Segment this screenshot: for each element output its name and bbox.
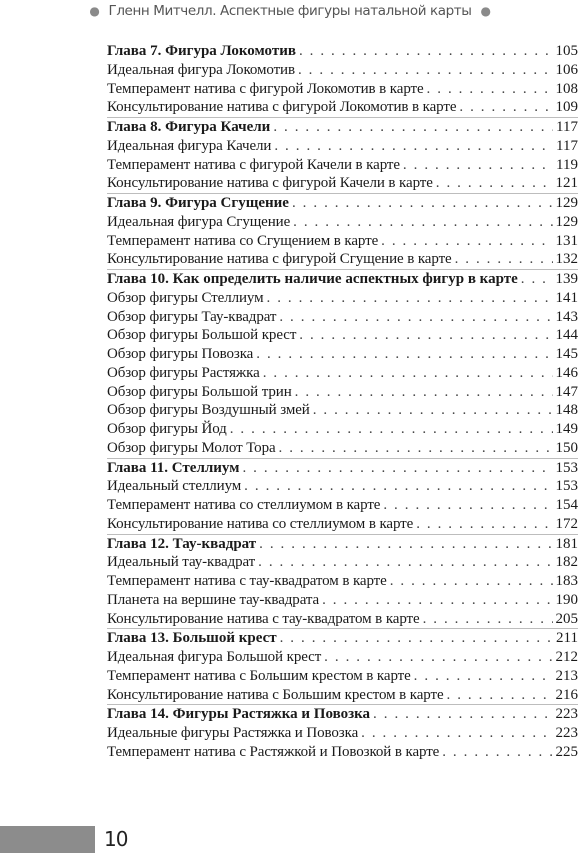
toc-entry-page-number: 172 — [555, 515, 578, 532]
dot-leader — [244, 477, 552, 496]
toc-section-entry[interactable] — [107, 686, 578, 705]
toc-section-entry[interactable] — [107, 724, 578, 743]
toc-entry-page-number: 109 — [555, 99, 578, 116]
toc-entry-page-number: 147 — [555, 383, 578, 400]
dot-leader — [423, 610, 553, 629]
dot-leader — [381, 232, 552, 251]
toc-entry-page-number: 141 — [555, 289, 578, 306]
dot-leader — [258, 553, 552, 572]
dot-leader — [521, 270, 553, 289]
toc-entry-page-number: 132 — [555, 251, 578, 268]
toc-chapter-entry[interactable] — [107, 42, 578, 61]
toc-entry-page-number: 223 — [555, 706, 578, 723]
dot-leader — [324, 648, 552, 667]
toc-entry-page-number: 181 — [555, 535, 578, 552]
toc-entry-page-number: 149 — [555, 421, 578, 437]
toc-chapter-entry[interactable] — [107, 117, 578, 137]
toc-entry-page-number: 105 — [555, 43, 578, 59]
toc-entry-title: Обзор фигуры Воздушный змей — [107, 402, 310, 419]
dot-leader — [383, 496, 552, 515]
dot-leader — [459, 98, 552, 117]
dot-leader — [242, 459, 552, 478]
toc-entry-page-number: 108 — [555, 80, 578, 97]
toc-entry-page-number: 129 — [555, 213, 578, 230]
toc-section-entry[interactable] — [107, 572, 578, 591]
toc-entry-title: Обзор фигуры Молот Тора — [107, 439, 276, 456]
toc-section-entry[interactable] — [107, 553, 578, 572]
toc-entry-title: Обзор фигуры Стеллиум — [107, 289, 264, 306]
toc-entry-title: Идеальные фигуры Растяжка и Повозка — [107, 725, 359, 741]
toc-entry-page-number: 153 — [555, 459, 578, 476]
toc-entry-page-number: 212 — [555, 649, 578, 665]
toc-entry-page-number: 131 — [555, 232, 578, 249]
toc-entry-title: Глава 12. Тау-квадрат — [107, 535, 257, 552]
table-of-contents — [107, 42, 578, 762]
dot-leader — [263, 364, 553, 383]
dot-leader — [279, 308, 552, 327]
dot-leader — [230, 420, 553, 439]
toc-entry-title: Консультирование натива с тау-квадратом в карте — [107, 610, 420, 627]
dot-leader — [292, 194, 553, 213]
dot-leader — [442, 743, 552, 762]
toc-section-entry[interactable] — [107, 477, 578, 496]
toc-section-entry[interactable] — [107, 308, 578, 327]
toc-entry-page-number: 129 — [555, 195, 578, 211]
toc-section-entry[interactable] — [107, 289, 578, 308]
dot-leader — [259, 535, 552, 554]
dot-leader — [298, 61, 553, 80]
toc-section-entry[interactable] — [107, 80, 578, 99]
toc-entry-title: Темперамент натива с Растяжкой и Повозкой в карте — [107, 743, 440, 760]
toc-entry-title: Идеальная фигура Сгущение — [107, 213, 291, 230]
dot-leader — [267, 289, 553, 308]
toc-entry-page-number: 154 — [555, 497, 578, 513]
toc-entry-page-number: 223 — [555, 725, 578, 741]
toc-entry-title: Темперамент натива со Сгущением в карте — [107, 232, 379, 249]
running-header — [0, 0, 580, 22]
toc-entry-title: Темперамент натива с фигурой Качели в карте — [107, 156, 400, 173]
toc-entry-title: Идеальная фигура Большой крест — [107, 649, 322, 665]
dot-leader — [427, 80, 553, 99]
dot-leader — [280, 629, 553, 648]
dot-leader — [256, 345, 552, 364]
toc-entry-page-number: 153 — [555, 478, 578, 495]
dot-leader — [299, 42, 553, 61]
dot-leader — [299, 326, 552, 345]
toc-entry-title: Планета на вершине тау-квадрата — [107, 591, 320, 608]
toc-entry-title: Обзор фигуры Большой трин — [107, 383, 292, 400]
dot-leader — [390, 572, 553, 591]
toc-entry-page-number: 190 — [555, 591, 578, 608]
toc-entry-page-number: 211 — [556, 630, 578, 647]
toc-entry-title: Обзор фигуры Тау-квадрат — [107, 308, 277, 325]
toc-entry-page-number: 148 — [555, 402, 578, 419]
toc-entry-page-number: 205 — [555, 610, 578, 627]
toc-entry-title: Идеальная фигура Локомотив — [107, 61, 295, 78]
toc-entry-title: Темперамент натива с Большим крестом в карте — [107, 667, 411, 684]
toc-entry-page-number: 106 — [555, 61, 578, 78]
dot-leader — [455, 250, 553, 269]
toc-entry-page-number: 213 — [555, 667, 578, 684]
dot-leader — [414, 667, 553, 686]
toc-section-entry[interactable] — [107, 496, 578, 515]
toc-entry-title: Консультирование натива с Большим крестом в карте — [107, 686, 444, 703]
running-header-title: Гленн Митчелл. Аспектные фигуры натальной карты — [108, 3, 472, 19]
toc-entry-title: Темперамент натива со стеллиумом в карте — [107, 497, 381, 513]
toc-section-entry[interactable] — [107, 98, 578, 117]
dot-leader — [373, 705, 552, 724]
dot-leader — [279, 439, 553, 458]
dot-leader — [322, 591, 552, 610]
toc-entry-page-number: 145 — [555, 346, 578, 362]
toc-entry-title: Идеальный стеллиум — [107, 478, 242, 495]
bullet-icon: ● — [480, 4, 491, 18]
toc-section-entry[interactable] — [107, 591, 578, 610]
toc-section-entry[interactable] — [107, 667, 578, 686]
toc-section-entry[interactable] — [107, 61, 578, 80]
toc-section-entry[interactable] — [107, 610, 578, 629]
dot-leader — [361, 724, 552, 743]
toc-entry-page-number: 183 — [555, 573, 578, 589]
toc-section-entry[interactable] — [107, 250, 578, 269]
toc-entry-page-number: 143 — [555, 308, 578, 325]
toc-entry-title: Консультирование натива со стеллиумом в карте — [107, 515, 414, 532]
toc-section-entry[interactable] — [107, 137, 578, 156]
toc-section-entry[interactable] — [107, 174, 578, 193]
bullet-icon: ● — [89, 4, 100, 18]
toc-section-entry[interactable] — [107, 743, 578, 762]
toc-entry-page-number: 216 — [555, 686, 578, 703]
toc-entry-title: Консультирование натива с фигурой Качели в карте — [107, 175, 433, 192]
toc-section-entry[interactable] — [107, 213, 578, 232]
toc-entry-title: Консультирование натива с фигурой Сгущение в карте — [107, 251, 452, 268]
toc-section-entry[interactable] — [107, 420, 578, 439]
toc-section-entry[interactable] — [107, 326, 578, 345]
toc-entry-page-number: 150 — [555, 439, 578, 456]
dot-leader — [403, 156, 553, 175]
toc-entry-page-number: 119 — [556, 156, 578, 173]
toc-chapter-entry[interactable] — [107, 628, 578, 648]
toc-entry-title: Глава 11. Стеллиум — [107, 459, 240, 476]
toc-entry-title: Консультирование натива с фигурой Локомотив в карте — [107, 99, 457, 116]
toc-section-entry[interactable] — [107, 345, 578, 364]
toc-entry-title: Темперамент натива с тау-квадратом в карте — [107, 573, 387, 589]
toc-entry-title: Обзор фигуры Большой крест — [107, 327, 297, 344]
toc-entry-page-number: 121 — [555, 175, 578, 192]
toc-section-entry[interactable] — [107, 439, 578, 458]
toc-entry-page-number: 117 — [556, 137, 578, 154]
toc-entry-title: Темперамент натива с фигурой Локомотив в карте — [107, 80, 424, 97]
toc-entry-title: Обзор фигуры Повозка — [107, 346, 254, 362]
footer-bar — [0, 826, 95, 853]
toc-entry-title: Обзор фигуры Йод — [107, 421, 227, 437]
toc-entry-title: Глава 8. Фигура Качели — [107, 119, 271, 135]
toc-entry-title: Глава 13. Большой крест — [107, 630, 277, 647]
toc-chapter-entry[interactable] — [107, 534, 578, 554]
toc-entry-page-number: 139 — [555, 271, 578, 287]
toc-entry-page-number: 225 — [555, 743, 578, 760]
toc-entry-page-number: 117 — [556, 119, 578, 135]
toc-section-entry[interactable] — [107, 156, 578, 175]
toc-entry-page-number: 144 — [555, 327, 578, 344]
dot-leader — [313, 401, 553, 420]
toc-section-entry[interactable] — [107, 364, 578, 383]
dot-leader — [416, 515, 552, 534]
dot-leader — [447, 686, 553, 705]
toc-entry-title: Глава 14. Фигуры Растяжка и Повозка — [107, 706, 371, 723]
toc-chapter-entry[interactable] — [107, 704, 578, 724]
dot-leader — [436, 174, 553, 193]
toc-chapter-entry[interactable] — [107, 269, 578, 289]
toc-entry-title: Идеальная фигура Качели — [107, 137, 272, 154]
toc-section-entry[interactable] — [107, 232, 578, 251]
toc-section-entry[interactable] — [107, 648, 578, 667]
toc-section-entry[interactable] — [107, 383, 578, 402]
toc-entry-title: Идеальный тау-квадрат — [107, 554, 256, 571]
toc-entry-title: Глава 9. Фигура Сгущение — [107, 195, 289, 211]
page-number: 10 — [104, 827, 128, 851]
toc-section-entry[interactable] — [107, 515, 578, 534]
toc-entry-page-number: 182 — [555, 554, 578, 571]
toc-entry-title: Глава 10. Как определить наличие аспектных фигур в карте — [107, 271, 518, 287]
dot-leader — [293, 213, 552, 232]
toc-chapter-entry[interactable] — [107, 193, 578, 213]
toc-section-entry[interactable] — [107, 401, 578, 420]
toc-entry-page-number: 146 — [555, 364, 578, 381]
toc-entry-title: Глава 7. Фигура Локомотив — [107, 43, 296, 59]
dot-leader — [273, 118, 553, 137]
toc-entry-title: Обзор фигуры Растяжка — [107, 364, 260, 381]
dot-leader — [274, 137, 553, 156]
dot-leader — [295, 383, 553, 402]
toc-chapter-entry[interactable] — [107, 458, 578, 478]
